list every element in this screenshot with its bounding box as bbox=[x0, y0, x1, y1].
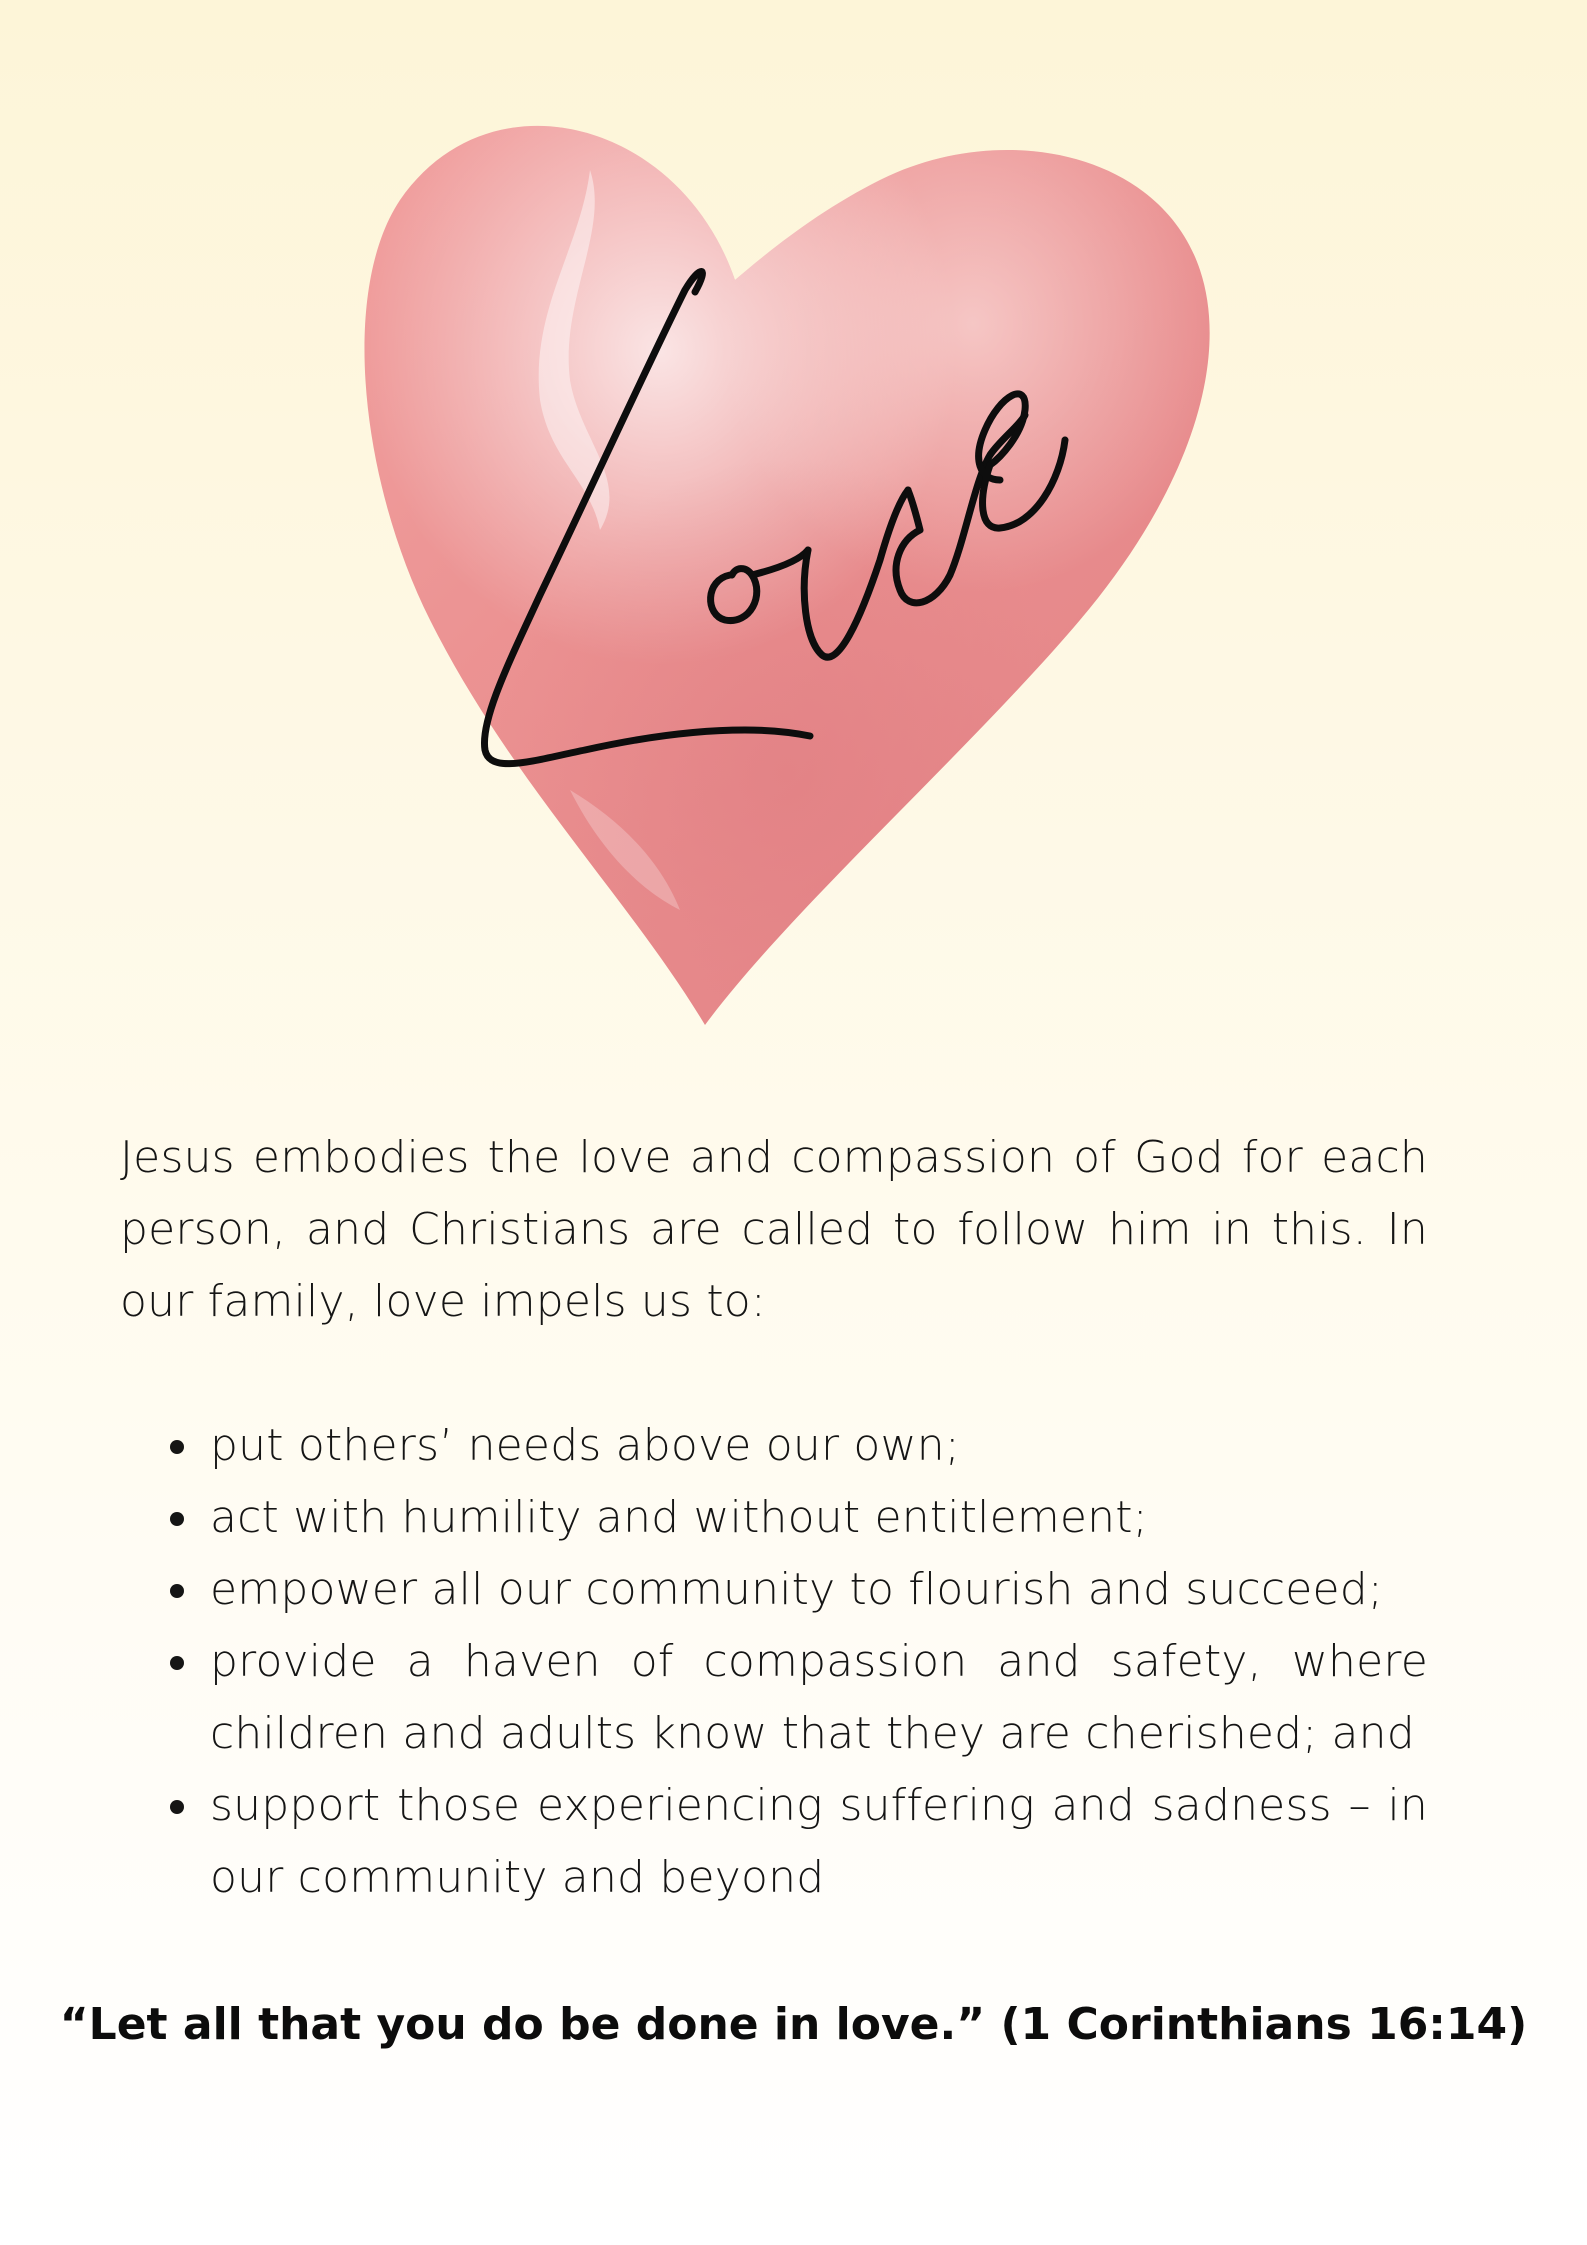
list-item bbox=[120, 1626, 1428, 1770]
list-item-text: support those experiencing suffering and sadness – in our community and beyond bbox=[210, 1780, 1428, 1903]
watercolor-heart-illustration bbox=[360, 60, 1230, 1050]
list-item-text: act with humility and without entitlement; bbox=[210, 1492, 1148, 1543]
bullet-icon bbox=[170, 1512, 184, 1526]
list-item-text: provide a haven of compassion and safety, where children and adults know that they are cherished; and bbox=[210, 1636, 1428, 1759]
bullet-icon bbox=[170, 1656, 184, 1670]
bullet-icon bbox=[170, 1440, 184, 1454]
bullet-icon bbox=[170, 1800, 184, 1814]
list-item bbox=[120, 1554, 1428, 1626]
list-item bbox=[120, 1410, 1428, 1482]
list-item-text: put others’ needs above our own; bbox=[210, 1420, 960, 1471]
list-item bbox=[120, 1770, 1428, 1914]
values-list bbox=[120, 1410, 1428, 1914]
love-script-lettering bbox=[360, 60, 1230, 1050]
list-item-text: empower all our community to flourish and succeed; bbox=[210, 1564, 1383, 1615]
bullet-icon bbox=[170, 1584, 184, 1598]
intro-paragraph: Jesus embodies the love and compassion of God for each person, and Christians are called to follow him in this. In our family, love impels us to: bbox=[120, 1132, 1428, 1327]
scripture-quote: “Let all that you do be done in love.” (1 Corinthians 16:14) bbox=[59, 1999, 1528, 2050]
list-item bbox=[120, 1482, 1428, 1554]
